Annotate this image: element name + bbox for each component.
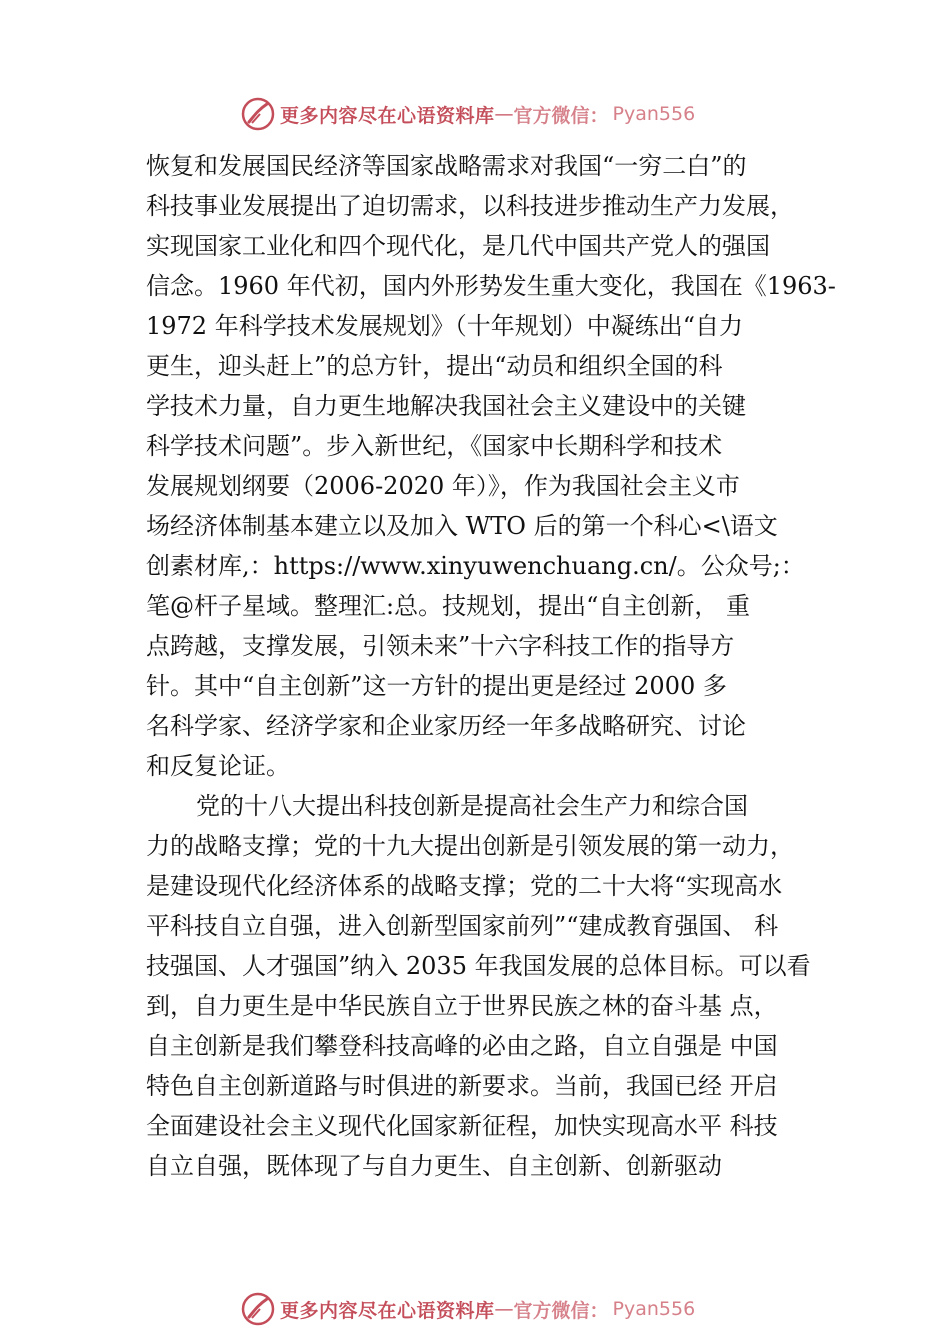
- text-line-indented: 党的十八大提出科技创新是提高社会生产力和综合国: [196, 792, 748, 820]
- text-line: 是建设现代化经济体系的战略支撑；党的二十大将“实现高水: [146, 872, 783, 900]
- wechat-label: 官方微信：: [513, 1299, 609, 1322]
- text-line: 学技术力量，自力更生地解决我国社会主义建设中的关键: [146, 392, 746, 420]
- banner-text: 更多内容尽在心语资料库: [280, 104, 495, 127]
- wechat-id: Pyan556: [612, 103, 696, 125]
- pen-logo-icon: [240, 96, 276, 132]
- text-line: 实现国家工业化和四个现代化，是几代中国共产党人的强国: [146, 232, 770, 260]
- text-line: 信念。1960 年代初，国内外形势发生重大变化，我国在《1963-: [146, 272, 836, 300]
- text-line: 科技事业发展提出了迫切需求，以科技进步推动生产力发展，: [146, 192, 794, 220]
- text-line-url: 创素材库,：https://www.xinyuwenchuang.cn/。公众号;：: [146, 552, 805, 580]
- document-body: [146, 146, 846, 1186]
- text-line: 科学技术问题”。步入新世纪，《国家中长期科学和技术: [146, 432, 723, 460]
- banner-dash: —: [494, 1298, 514, 1320]
- text-line: 针。其中“自主创新”这一方针的提出更是经过 2000 多: [146, 672, 727, 700]
- wechat-id: Pyan556: [612, 1298, 696, 1320]
- paragraph-2: [146, 786, 846, 1186]
- paragraph-1: [146, 146, 846, 786]
- text-line: 自立自强，既体现了与自力更生、自主创新、创新驱动: [146, 1152, 722, 1180]
- text-line: 全面建设社会主义现代化国家新征程，加快实现高水平 科技: [146, 1112, 778, 1140]
- header-banner: [240, 94, 695, 134]
- text-line: 发展规划纲要（2006-2020 年）》，作为我国社会主义市: [146, 472, 740, 500]
- text-line: 技强国、人才强国”纳入 2035 年我国发展的总体目标。可以看: [146, 952, 811, 980]
- text-line: 1972 年科学技术发展规划》（十年规划）中凝练出“自力: [146, 312, 743, 340]
- text-line: 自主创新是我们攀登科技高峰的必由之路，自立自强是 中国: [146, 1032, 778, 1060]
- text-line: 平科技自立自强，进入创新型国家前列”“建成教育强国、 科: [146, 912, 779, 940]
- text-line: 到，自力更生是中华民族自立于世界民族之林的奋斗基 点，: [146, 992, 778, 1020]
- text-line: 和反复论证。: [146, 752, 290, 780]
- text-line: 场经济体制基本建立以及加入 WTO 后的第一个科心<\语文: [146, 512, 778, 540]
- pen-logo-icon: [240, 1291, 276, 1327]
- wechat-label: 官方微信：: [513, 104, 609, 127]
- banner-text: 更多内容尽在心语资料库: [280, 1299, 495, 1322]
- banner-dash: —: [494, 103, 514, 125]
- text-line: 恢复和发展国民经济等国家战略需求对我国“一穷二白”的: [146, 152, 747, 180]
- text-line: 点跨越，支撑发展，引领未来”十六字科技工作的指导方: [146, 632, 735, 660]
- text-line: 名科学家、经济学家和企业家历经一年多战略研究、讨论: [146, 712, 746, 740]
- text-line: 更生，迎头赶上”的总方针，提出“动员和组织全国的科: [146, 352, 723, 380]
- text-line: 特色自主创新道路与时俱进的新要求。当前，我国已经 开启: [146, 1072, 778, 1100]
- text-line: 力的战略支撑；党的十九大提出创新是引领发展的第一动力，: [146, 832, 794, 860]
- footer-banner: [240, 1289, 695, 1329]
- text-line: 笔@杆子星域。整理汇:总。技规划，提出“自主创新， 重: [146, 592, 750, 620]
